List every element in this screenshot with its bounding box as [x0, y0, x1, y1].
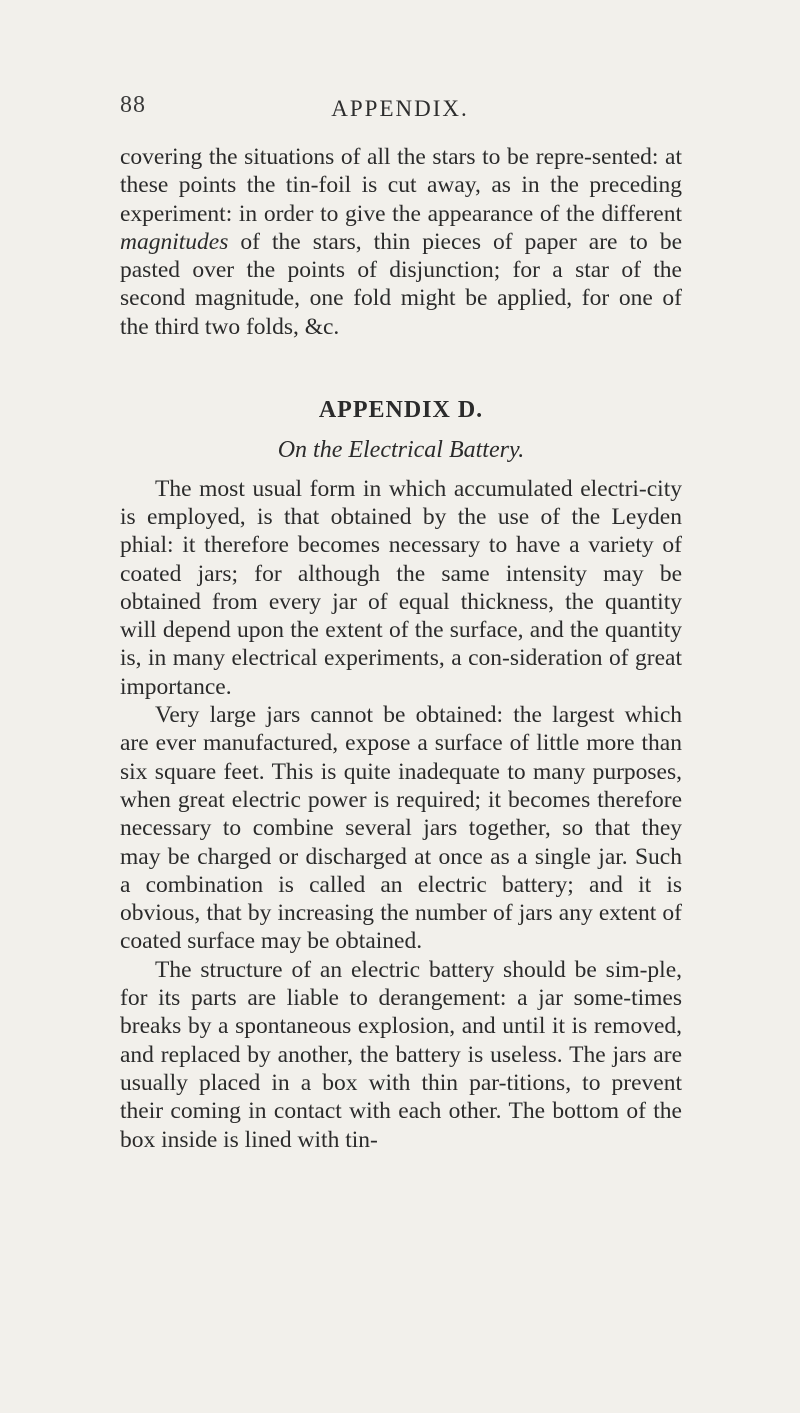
paragraph: The structure of an electric battery should be sim-ple, for its parts are liable to derangement: a jar some-times breaks by a spontaneous explosion, and until it is removed, and replaced by another, the battery is useless. The jars are usually placed in a box with thin par-titions, to prevent their coming in contact with each other. The bottom of the box inside is lined with tin- — [120, 956, 682, 1153]
paragraph: The most usual form in which accumulated electri-city is employed, is that obtained by the use of the Leyden phial: it therefore becomes necessary to have a variety of coated jars; for although the same intensity may be obtained from every jar of equal thickness, the quantity will depend upon the extent of the surface, and the quantity is, in many electrical experiments, a con-sideration of great importance. — [120, 475, 682, 700]
paragraph-text: of the stars, thin pieces of paper are to be pasted over the points of disjunction; for a star of the second magnitude, one fold might be applied, for one of the third two folds, &c. — [120, 228, 682, 340]
running-head: APPENDIX. — [331, 96, 469, 121]
paragraph: Very large jars cannot be obtained: the largest which are ever manufactured, expose a surface of little more than six square feet. This is quite inadequate to many purposes, when great electric power is required; it becomes therefore necessary to combine several jars together, so that they may be charged or discharged at once as a single jar. Such a combination is called an electric battery; and it is obvious, that by increasing the number of jars any extent of coated surface may be obtained. — [120, 702, 682, 955]
appendix-subtitle: On the Electrical Battery. — [277, 437, 525, 464]
emphasized-word: magnitudes — [120, 228, 229, 255]
page-number: 88 — [120, 92, 146, 118]
page-header — [120, 92, 680, 132]
appendix-title: APPENDIX D. — [318, 397, 484, 424]
page-body — [120, 143, 682, 1154]
paragraph-text: covering the situations of all the stars to be repre-sented: at these points the tin-foil is cut away, as in the preceding experiment: in order to give the appearance of the different — [120, 144, 682, 227]
paragraph-continuation — [120, 143, 682, 341]
